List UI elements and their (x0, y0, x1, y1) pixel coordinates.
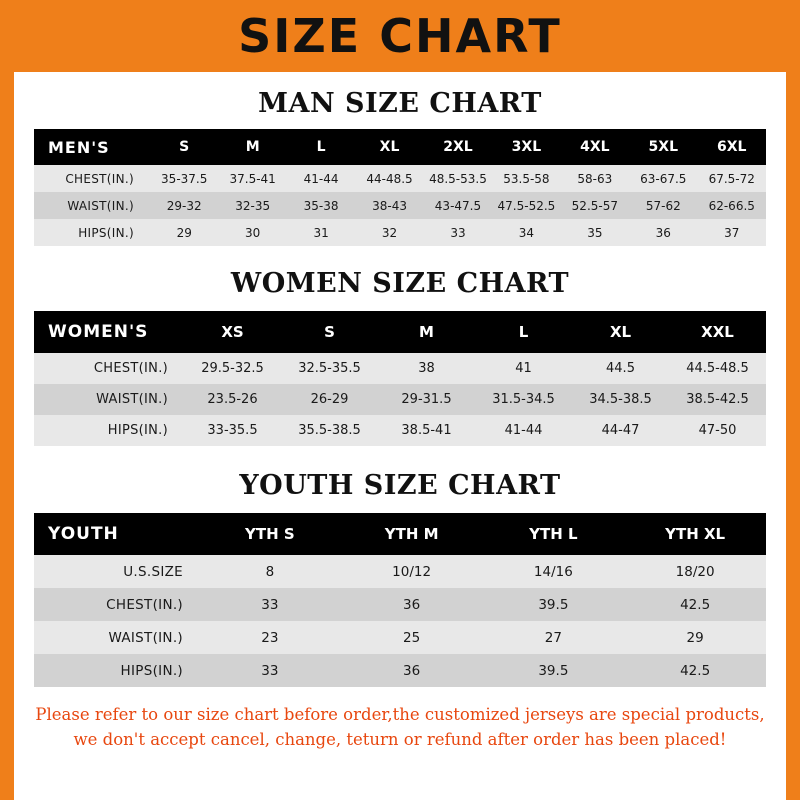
footer-line-2: we don't accept cancel, change, teturn or refund after order has been placed! (73, 729, 727, 749)
women-header-cell: XXL (669, 311, 766, 353)
youth-cell: 8 (199, 555, 341, 588)
men-header-label: MEN'S (34, 129, 150, 165)
men-cell: 35-38 (287, 192, 355, 219)
women-cell: 26-29 (281, 384, 378, 415)
men-cell: 47.5-52.5 (492, 192, 560, 219)
men-cell: 31 (287, 219, 355, 246)
women-header-cell: XS (184, 311, 281, 353)
table-row (34, 555, 766, 588)
men-cell: 32-35 (218, 192, 286, 219)
youth-row-label: CHEST(IN.) (34, 588, 199, 621)
men-cell: 30 (218, 219, 286, 246)
banner (0, 0, 800, 72)
youth-row-label: WAIST(IN.) (34, 621, 199, 654)
youth-header-cell: YTH M (341, 513, 483, 555)
men-header-cell: XL (355, 129, 423, 165)
youth-cell: 33 (199, 588, 341, 621)
footer-note (14, 703, 786, 753)
men-cell: 38-43 (355, 192, 423, 219)
men-header-cell: S (150, 129, 218, 165)
youth-row-label: HIPS(IN.) (34, 654, 199, 687)
men-cell: 62-66.5 (698, 192, 767, 219)
men-header-cell: 3XL (492, 129, 560, 165)
spacer-men (14, 72, 786, 88)
youth-section-title: YOUTH SIZE CHART (239, 470, 561, 501)
women-cell: 35.5-38.5 (281, 415, 378, 446)
women-header-cell: M (378, 311, 475, 353)
women-row-label: WAIST(IN.) (34, 384, 184, 415)
women-cell: 34.5-38.5 (572, 384, 669, 415)
youth-size-table (34, 513, 766, 687)
men-cell: 67.5-72 (698, 165, 767, 192)
table-row (34, 588, 766, 621)
youth-cell: 23 (199, 621, 341, 654)
women-cell: 44.5-48.5 (669, 353, 766, 384)
table-header-row (34, 311, 766, 353)
table-row (34, 353, 766, 384)
women-section-title: WOMEN SIZE CHART (230, 268, 570, 299)
youth-cell: 42.5 (624, 654, 766, 687)
youth-cell: 18/20 (624, 555, 766, 588)
men-cell: 43-47.5 (424, 192, 492, 219)
women-cell: 23.5-26 (184, 384, 281, 415)
men-cell: 34 (492, 219, 560, 246)
youth-cell: 25 (341, 621, 483, 654)
men-cell: 35 (561, 219, 629, 246)
women-cell: 38 (378, 353, 475, 384)
youth-cell: 39.5 (483, 588, 625, 621)
men-cell: 37 (698, 219, 767, 246)
women-row-label: CHEST(IN.) (34, 353, 184, 384)
youth-cell: 14/16 (483, 555, 625, 588)
men-row-label: WAIST(IN.) (34, 192, 150, 219)
table-row (34, 415, 766, 446)
women-cell: 33-35.5 (184, 415, 281, 446)
table-row (34, 654, 766, 687)
women-cell: 41-44 (475, 415, 572, 446)
table-header-row (34, 129, 766, 165)
women-cell: 38.5-41 (378, 415, 475, 446)
youth-cell: 36 (341, 588, 483, 621)
youth-cell: 10/12 (341, 555, 483, 588)
youth-cell: 42.5 (624, 588, 766, 621)
women-cell: 29.5-32.5 (184, 353, 281, 384)
men-size-table (34, 129, 766, 246)
men-cell: 32 (355, 219, 423, 246)
youth-cell: 29 (624, 621, 766, 654)
youth-cell: 33 (199, 654, 341, 687)
page-title: SIZE CHART (238, 9, 562, 63)
table-header-row (34, 513, 766, 555)
women-cell: 31.5-34.5 (475, 384, 572, 415)
men-cell: 36 (629, 219, 697, 246)
men-cell: 52.5-57 (561, 192, 629, 219)
men-section-title: MAN SIZE CHART (258, 88, 542, 119)
men-cell: 37.5-41 (218, 165, 286, 192)
women-size-table (34, 311, 766, 446)
table-row (34, 219, 766, 246)
men-cell: 53.5-58 (492, 165, 560, 192)
table-row (34, 165, 766, 192)
men-cell: 44-48.5 (355, 165, 423, 192)
men-cell: 58-63 (561, 165, 629, 192)
men-cell: 29 (150, 219, 218, 246)
men-header-cell: M (218, 129, 286, 165)
women-header-cell: L (475, 311, 572, 353)
women-cell: 47-50 (669, 415, 766, 446)
footer-line-1: Please refer to our size chart before order,the customized jerseys are special products, (35, 705, 765, 724)
youth-cell: 27 (483, 621, 625, 654)
men-cell: 63-67.5 (629, 165, 697, 192)
men-header-cell: L (287, 129, 355, 165)
women-cell: 44-47 (572, 415, 669, 446)
women-header-cell: S (281, 311, 378, 353)
table-row (34, 384, 766, 415)
men-row-label: HIPS(IN.) (34, 219, 150, 246)
youth-cell: 36 (341, 654, 483, 687)
table-row (34, 621, 766, 654)
youth-header-cell: YTH XL (624, 513, 766, 555)
women-cell: 44.5 (572, 353, 669, 384)
table-row (34, 192, 766, 219)
men-header-cell: 6XL (698, 129, 767, 165)
men-cell: 41-44 (287, 165, 355, 192)
women-cell: 32.5-35.5 (281, 353, 378, 384)
women-cell: 38.5-42.5 (669, 384, 766, 415)
women-row-label: HIPS(IN.) (34, 415, 184, 446)
youth-header-cell: YTH S (199, 513, 341, 555)
women-header-cell: XL (572, 311, 669, 353)
youth-header-label: YOUTH (34, 513, 199, 555)
men-cell: 35-37.5 (150, 165, 218, 192)
men-header-cell: 2XL (424, 129, 492, 165)
men-header-cell: 5XL (629, 129, 697, 165)
men-row-label: CHEST(IN.) (34, 165, 150, 192)
men-cell: 29-32 (150, 192, 218, 219)
men-cell: 48.5-53.5 (424, 165, 492, 192)
men-cell: 57-62 (629, 192, 697, 219)
men-cell: 33 (424, 219, 492, 246)
women-cell: 41 (475, 353, 572, 384)
youth-header-cell: YTH L (483, 513, 625, 555)
youth-cell: 39.5 (483, 654, 625, 687)
women-cell: 29-31.5 (378, 384, 475, 415)
youth-row-label: U.S.SIZE (34, 555, 199, 588)
women-header-label: WOMEN'S (34, 311, 184, 353)
men-header-cell: 4XL (561, 129, 629, 165)
